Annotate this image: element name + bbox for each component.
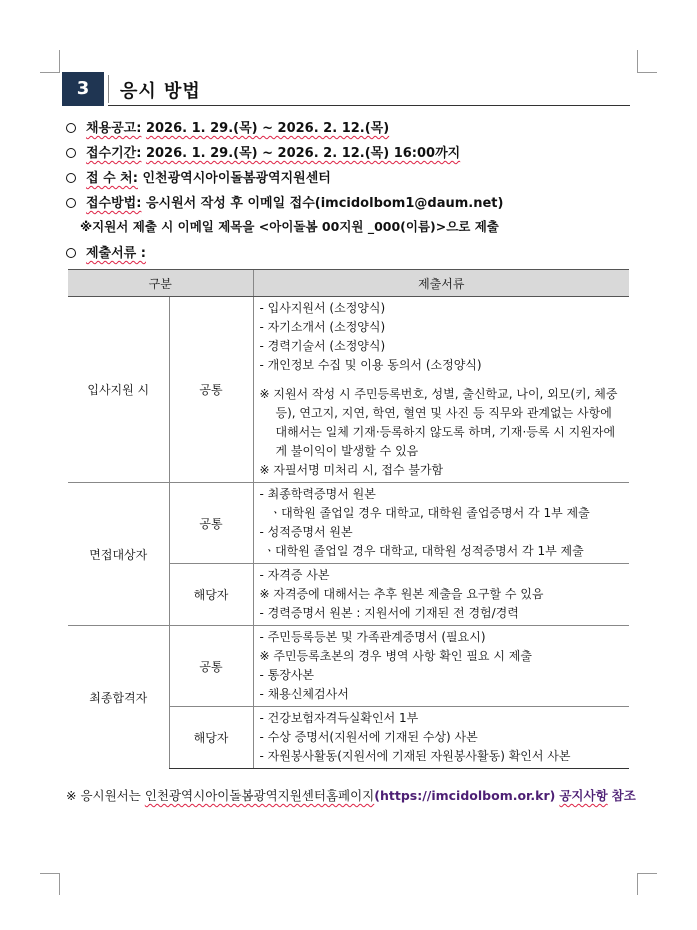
sub-category-cell: 해당자 (169, 564, 253, 626)
list-item: - 입사지원서 (소정양식) (259, 301, 386, 315)
circle-bullet-icon (66, 123, 76, 133)
category-cell: 입사지원 시 (68, 297, 169, 483)
crop-mark (637, 50, 638, 72)
list-item: - 통장사본 (259, 668, 315, 682)
header-documents: 제출서류 (253, 270, 629, 297)
bullet-value: 2026. 1. 29.(목) ~ 2026. 2. 12.(목) 16:00까지 (145, 146, 461, 161)
section-header (62, 72, 630, 106)
list-item: ※ 자격증에 대해서는 추후 원본 제출을 요구할 수 있음 (259, 587, 544, 601)
list-item: - 건강보험자격득실확인서 1부 (259, 711, 419, 725)
list-item: - 주민등록등본 및 가족관계증명서 (필요시) (259, 630, 486, 644)
table-row (68, 626, 629, 707)
sub-category-cell: 공통 (169, 626, 253, 707)
bullet-application-period (66, 142, 460, 161)
circle-bullet-icon (66, 198, 76, 208)
bullet-submission-method (66, 192, 503, 211)
footer-prefix: ※ 응시원서는 (66, 788, 141, 803)
crop-mark (40, 72, 60, 73)
category-cell: 최종합격자 (68, 626, 169, 769)
list-item: - 자원봉사활동(지원서에 기재된 자원봉사활동) 확인서 사본 (259, 749, 571, 763)
list-item: ※ 주민등록초본의 경우 병역 사항 확인 필요 시 제출 (259, 649, 532, 663)
list-item: - 경력증명서 원본 : 지원서에 기재된 전 경험/경력 (259, 606, 519, 620)
table-header-row (68, 270, 629, 297)
list-item: - 개인정보 수집 및 이용 동의서 (소정양식) (259, 358, 482, 372)
documents-cell (253, 564, 629, 626)
list-item: - 경력기술서 (소정양식) (259, 339, 386, 353)
footer-note (66, 786, 636, 804)
bullet-value: 인천광역시아이돌봄광역지원센터 (142, 171, 331, 186)
required-documents-table (68, 269, 629, 769)
bullet-label: 접수기간: (86, 146, 142, 161)
documents-cell (253, 297, 629, 483)
crop-mark (59, 873, 60, 895)
list-item: - 자격증 사본 (259, 568, 330, 582)
table-row (68, 483, 629, 564)
bullet-recruit-notice (66, 117, 389, 136)
list-item: ㆍ대학원 졸업일 경우 대학교, 대학원 성적증명서 각 1부 제출 (263, 544, 584, 558)
footer-suffix: 참조 (611, 788, 636, 803)
list-item: - 최종학력증명서 원본 (259, 487, 376, 501)
list-item: - 채용신체검사서 (259, 687, 349, 701)
email-subject-note: ※지원서 제출 시 이메일 제목을 <아이돌봄 00지원 _000(이름)>으로 제출 (80, 219, 499, 234)
homepage-link[interactable]: (https://imcidolbom.or.kr) (374, 788, 556, 803)
table-row (68, 297, 629, 483)
list-note: ※ 지원서 작성 시 주민등록번호, 성별, 출신학교, 나이, 외모(키, 체중 등), 연고지, 지연, 학연, 혈연 및 사진 등 직무와 관계없는 사항에 대해서는 일체 기재·등록하지 않도록 하며, 기재·등록 시 지원자에게 불이익이 발생할 수 있음 (259, 387, 618, 458)
sub-category-cell: 해당자 (169, 707, 253, 769)
list-item: - 수상 증명서(지원서에 기재된 수상) 사본 (259, 730, 478, 744)
notice-board-link[interactable]: 공지사항 (559, 788, 608, 803)
list-item: ㆍ대학원 졸업일 경우 대학교, 대학원 졸업증명서 각 1부 제출 (269, 506, 590, 520)
sub-category-cell: 공통 (169, 483, 253, 564)
bullet-value: 2026. 1. 29.(목) ~ 2026. 2. 12.(목) (145, 121, 390, 136)
list-item: - 성적증명서 원본 (259, 525, 353, 539)
bullet-label: 채용공고: (86, 121, 142, 136)
bullet-label: 제출서류 : (86, 246, 146, 261)
bullet-value: 응시원서 작성 후 이메일 접수(imcidolbom1@daum.net) (145, 196, 504, 211)
bullet-label: 접 수 처: (86, 171, 138, 186)
list-item: - 자기소개서 (소정양식) (259, 320, 386, 334)
crop-mark (59, 50, 60, 72)
section-number: 3 (62, 72, 104, 106)
section-underline (108, 105, 630, 106)
documents-cell (253, 707, 629, 769)
circle-bullet-icon (66, 148, 76, 158)
bullet-submission-place (66, 167, 331, 186)
circle-bullet-icon (66, 248, 76, 258)
section-divider (108, 75, 109, 103)
circle-bullet-icon (66, 173, 76, 183)
bullet-required-docs (66, 242, 146, 261)
documents-cell (253, 483, 629, 564)
header-category: 구분 (68, 270, 253, 297)
bullet-label: 접수방법: (86, 196, 142, 211)
crop-mark (637, 873, 657, 874)
category-cell: 면접대상자 (68, 483, 169, 626)
crop-mark (637, 873, 638, 895)
crop-mark (40, 873, 60, 874)
list-note: ※ 자필서명 미처리 시, 접수 불가함 (259, 463, 444, 477)
sub-category-cell: 공통 (169, 297, 253, 483)
documents-cell (253, 626, 629, 707)
section-title: 응시 방법 (120, 81, 201, 102)
crop-mark (637, 72, 657, 73)
footer-site-name: 인천광역시아이돌봄광역지원센터홈페이지 (144, 788, 375, 803)
